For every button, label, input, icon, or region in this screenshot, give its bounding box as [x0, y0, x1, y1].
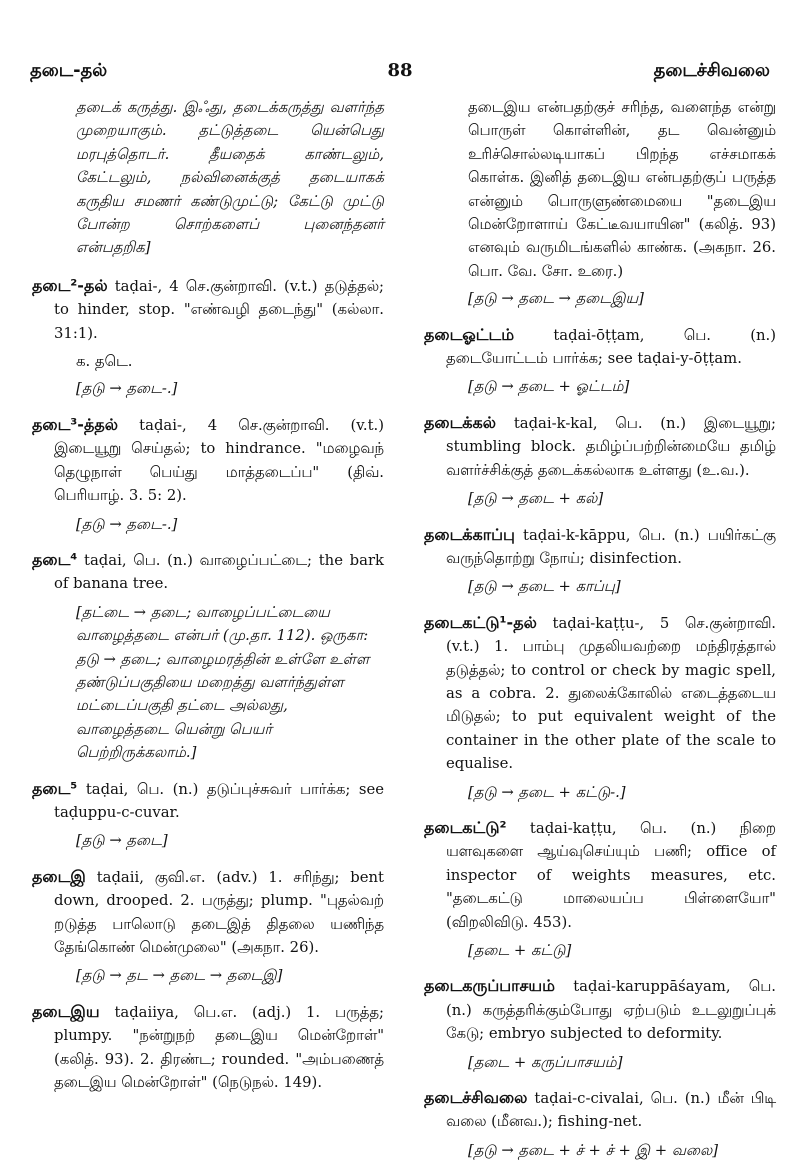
dictionary-entry: [32, 274, 384, 401]
dictionary-entry: [424, 323, 776, 399]
entry-body: [424, 611, 776, 776]
entry-headword: தடை⁴: [32, 549, 78, 569]
entry-etymology: [தடை + கட்டு]: [468, 942, 572, 959]
entry-etymology: [தடை + கருப்பாசயம்]: [468, 1053, 623, 1071]
entry-etymology: [தடு → தடை + ச் + ச் + இ + வலை]: [468, 1141, 719, 1159]
dictionary-entry: [424, 1086, 776, 1162]
entry-body: [424, 974, 776, 1045]
entry-headword: தடை²-தல்: [32, 275, 108, 295]
entry-headword: தடைஇ: [32, 866, 86, 886]
continued-entry-etymology: [தடு → தடை → தடைஇய]: [468, 290, 644, 308]
entry-definition: taḍai, பெ. (n.) வாழைப்பட்டை; the bark of banana tree.: [54, 551, 384, 593]
entry-body: [32, 777, 384, 825]
entry-body: [32, 1000, 384, 1095]
entry-headword: தடைஇய: [32, 1001, 100, 1021]
entry-headword: தடைக்காப்பு: [424, 524, 515, 544]
entry-body: [424, 411, 776, 482]
entry-etymology: [தடு → தடை + ஓட்டம்]: [468, 378, 630, 396]
entry-definition: taḍai-kaṭṭu, பெ. (n.) நிறை யளவுகளை ஆய்வுசெய்யும் பணி; office of inspector of weights measures, etc. "தடைகட்டு மாலையப்ப பிள்ளையோ" (விறலிவிடு. 453).: [446, 819, 776, 931]
dictionary-entry: [32, 777, 384, 853]
right-column: [424, 96, 776, 1174]
entry-headword: தடைகட்டு¹-தல்: [424, 612, 537, 632]
dictionary-entry: [424, 411, 776, 511]
entry-definition: taḍai-, 4 செ.குன்றாவி. (v.t.) இடையூறு செய்தல்; to hindrance. "மழைவந் தெழுநாள் பெய்து மாத்தடைப்ப" (திவ். பெரியாழ். 3. 5: 2).: [54, 416, 384, 505]
entry-definition: taḍai-k-kāppu, பெ. (n.) பயிர்கட்கு வருந்தொற்று நோய்; disinfection.: [446, 526, 776, 567]
entry-headword: தடை⁵: [32, 778, 78, 798]
entry-definition: taḍaii, குவி.எ. (adv.) 1. சரிந்து; bent down, drooped. 2. பருத்து; plump. "புதல்வற் றடுத்த பாலொடு தடைஇத் திதலை யணிந்த தேங்கொண் மென்முலை" (அகநா. 26).: [54, 868, 384, 956]
entry-body: [424, 816, 776, 934]
entry-etymology: [தடு → தடை + கட்டு-.]: [468, 783, 626, 801]
entry-body: [424, 1086, 776, 1134]
entry-definition: taḍai-, 4 செ.குன்றாவி. (v.t.) தடுத்தல்; to hinder, stop. "எண்வழி தடைந்து" (கல்லா. 31:1).: [54, 277, 384, 342]
dictionary-entry: [32, 413, 384, 536]
entry-etymology: [தடு → தடை-.]: [76, 515, 178, 533]
dictionary-entry: [424, 974, 776, 1074]
entry-definition: taḍai, பெ. (n.) தடுப்புச்சுவர் பார்க்க; see taḍuppu-c-cuvar.: [54, 780, 384, 821]
entry-headword: தடைக்கல்: [424, 412, 497, 432]
continued-entry-text: தடைக் கருத்து. இஃது, தடைக்கருத்து வளர்ந்த முறையாகும். தட்டுத்தடை யென்பெது மரபுத்தொடர். தீயதைக் காண்டலும், கேட்டலும், நல்வினைக்குத் தடையாகக் கருதிய சமணர் கண்டுமுட்டு; கேட்டு முட்டு போன்ற சொற்களைப் புனைந்தனர் என்பதறிக]: [76, 99, 384, 257]
entry-body: [32, 865, 384, 960]
entry-definition: taḍai-ōṭṭam, பெ. (n.) தடையோட்டம் பார்க்க; see taḍai-y-ōṭṭam.: [446, 326, 776, 368]
entry-etymology: [தடு → தடை + கல்]: [468, 490, 604, 508]
entry-etymology: [தடு → தடை + காப்பு]: [468, 578, 621, 596]
entry-body: [32, 274, 384, 345]
left-column: [32, 96, 384, 1099]
entry-etymology: [தட்டை → தடை; வாழைப்பட்டையை வாழைத்தடை என்பர் (மு.தா. 112). ஒருகா: தடு → தடை; வாழைமரத்தின் உள்ளே உள்ள தண்டுப்பகுதியை மறைத்து வளர்ந்துள்ள மட்டைப்பகுதி தட்டை அல்லது, வாழைத்தடை யென்று பெயர் பெற்றிருக்கலாம்.]: [76, 603, 370, 762]
running-head-first-word: தடை-தல்: [30, 60, 108, 81]
entry-etymology: [தடு → தடை-.]: [76, 380, 178, 398]
entry-etymology: [தடு → தட → தடை → தடைஇ]: [76, 967, 283, 985]
entry-definition: taḍai-kaṭṭu-, 5 செ.குன்றாவி. (v.t.) 1. பாம்பு முதலியவற்றை மந்திரத்தால் தடுத்தல்; to control or check by magic spell, as a cobra. 2. துலைக்கோலில் எடைத்தடைய மிடுதல்; to put equivalent weight of the container in the other plate of the scale to equalise.: [446, 614, 776, 773]
dictionary-entry: [424, 611, 776, 804]
dictionary-entry: [424, 816, 776, 962]
entry-headword: தடைகட்டு²: [424, 817, 507, 837]
entry-headword: தடை³-த்தல்: [32, 414, 119, 434]
dictionary-entry: [32, 548, 384, 765]
entry-body: [424, 323, 776, 371]
entry-body: [32, 548, 384, 596]
entry-definition: taḍai-k-kal, பெ. (n.) இடையூறு; stumbling block. தமிழ்ப்பற்றின்மையே தமிழ் வளர்ச்சிக்குத் தடைக்கல்லாக உள்ளது (உ.வ.).: [446, 414, 776, 479]
entry-definition: taḍaiiya, பெ.எ. (adj.) 1. பருத்த; plumpy. "நன்றுநற் தடைஇய மென்றோள்" (கலித். 93). 2. திரண்ட; rounded. "அம்பணைத் தடைஇய மென்றோள்" (நெடுநல். 149).: [54, 1003, 384, 1092]
dictionary-entry: [32, 865, 384, 988]
running-head-last-word: தடைச்சிவலை: [653, 60, 770, 81]
page-number: 88: [387, 60, 413, 81]
entry-definition: taḍai-c-civalai, பெ. (n.) மீன் பிடி வலை (மீனவ.); fishing-net.: [446, 1090, 776, 1131]
dictionary-entry: [32, 1000, 384, 1095]
dictionary-entry: [424, 523, 776, 599]
entry-body: [424, 523, 776, 571]
entry-headword: தடைஓட்டம்: [424, 324, 515, 344]
entry-definition: taḍai-karuppāśayam, பெ. (n.) கருத்தரிக்கும்போது ஏற்படும் உடலுறுப்புக் கேடு; embryo subjected to deformity.: [446, 978, 776, 1043]
entry-headword: தடைகருப்பாசயம்: [424, 976, 555, 996]
entry-cognate: க. தடெ.: [76, 353, 133, 371]
continued-entry-text: தடைஇய என்பதற்குச் சரிந்த, வளைந்த என்று பொருள் கொள்ளின், தட வென்னும் உரிச்சொல்லடியாகப் பிறந்த எச்சமாகக் கொள்க. இனித் தடைஇய என்பதற்குப் பருத்த என்னும் பொருளுண்மையை "தடைஇய மென்றோளாய் கேட்டீவயாயின" (கலித். 93) எனவும் வருமிடங்களில் காண்க. (அகநா. 26. பொ. வே. சோ. உரை.): [468, 99, 776, 280]
entry-body: [32, 413, 384, 508]
entry-headword: தடைச்சிவலை: [424, 1088, 528, 1108]
entry-etymology: [தடு → தடை]: [76, 832, 168, 850]
